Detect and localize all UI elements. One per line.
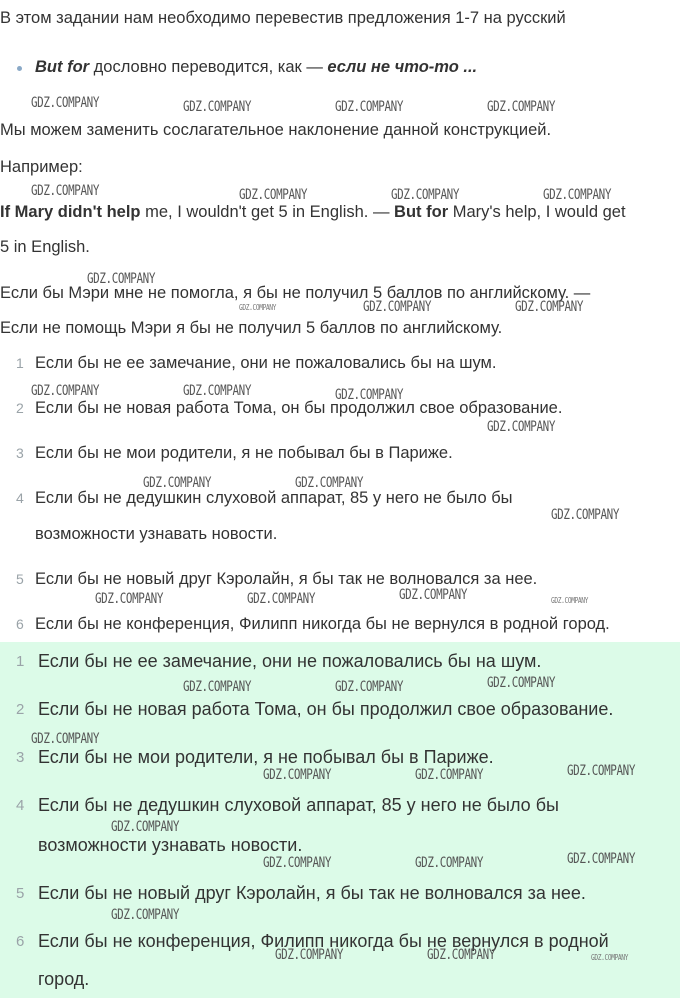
watermark: GDZ.COMPANY — [399, 587, 468, 603]
answer-item: Если бы не новый друг Кэролайн, я бы так не волновался за нее. — [38, 883, 586, 903]
watermark: GDZ.COMPANY — [427, 947, 496, 963]
example-en-p4: Mary's help, I would get — [448, 203, 626, 221]
watermark: GDZ.COMPANY — [247, 591, 316, 607]
watermark: GDZ.COMPANY — [95, 591, 164, 607]
watermark: GDZ.COMPANY — [391, 187, 460, 203]
list-number: 5 — [16, 571, 24, 587]
watermark: GDZ.COMPANY — [487, 419, 556, 435]
watermark: GDZ.COMPANY — [183, 679, 252, 695]
example-en-p3: But for — [394, 203, 449, 221]
bullet-term: But for — [35, 58, 90, 76]
bullet-dot — [17, 66, 22, 71]
answer-item-cont: возможности узнавать новости. — [38, 835, 303, 855]
answer-block — [0, 642, 680, 998]
watermark: GDZ.COMPANY — [487, 675, 556, 691]
answer-item: Если бы не ее замечание, они не пожаловались бы на шум. — [38, 651, 542, 671]
watermark: GDZ.COMPANY — [111, 907, 180, 923]
watermark: GDZ.COMPANY — [415, 767, 484, 783]
intro-text: В этом задании нам необходимо перевестив предложения 1-7 на русский — [0, 9, 566, 27]
watermark: GDZ.COMPANY — [335, 99, 404, 115]
answer-item: Если бы не конференция, Филипп никогда бы не вернулся в родной — [38, 931, 609, 951]
watermark-small: GDZ.COMPANY — [551, 596, 589, 605]
list-number: 2 — [16, 400, 24, 416]
answer-number: 3 — [16, 749, 25, 766]
list-item: Если бы не конференция, Филипп никогда бы не вернулся в родной город. — [35, 615, 610, 633]
watermark: GDZ.COMPANY — [31, 95, 100, 111]
answer-number: 5 — [16, 885, 25, 902]
example-label: Например: — [0, 158, 83, 176]
watermark: GDZ.COMPANY — [143, 475, 212, 491]
list-number: 1 — [16, 355, 24, 371]
answer-item: Если бы не новая работа Тома, он бы продолжил свое образование. — [38, 699, 614, 719]
answer-item-cont: город. — [38, 969, 90, 989]
watermark: GDZ.COMPANY — [415, 855, 484, 871]
list-number: 4 — [16, 490, 24, 506]
watermark: GDZ.COMPANY — [87, 271, 156, 287]
list-item: Если бы не новая работа Тома, он бы продолжил свое образование. — [35, 399, 563, 417]
watermark: GDZ.COMPANY — [275, 947, 344, 963]
watermark: GDZ.COMPANY — [31, 731, 100, 747]
watermark: GDZ.COMPANY — [111, 819, 180, 835]
watermark: GDZ.COMPANY — [567, 851, 636, 867]
list-item: Если бы не дедушкин слуховой аппарат, 85 у него не было бы — [35, 489, 513, 507]
example-en-p1: If Mary didn't help — [0, 203, 141, 221]
watermark: GDZ.COMPANY — [31, 383, 100, 399]
answer-number: 1 — [16, 653, 25, 670]
watermark: GDZ.COMPANY — [487, 99, 556, 115]
list-number: 6 — [16, 616, 24, 632]
watermark: GDZ.COMPANY — [295, 475, 364, 491]
answer-number: 4 — [16, 797, 25, 814]
watermark: GDZ.COMPANY — [363, 299, 432, 315]
example-en-p2: me, I wouldn't get 5 in English. — — [140, 203, 395, 221]
list-item-cont: возможности узнавать новости. — [35, 525, 278, 543]
bullet-translation: если не что-то ... — [327, 58, 478, 76]
watermark: GDZ.COMPANY — [335, 387, 404, 403]
watermark-small: GDZ.COMPANY — [591, 953, 629, 962]
example-en-cont: 5 in English. — [0, 238, 90, 256]
answer-number: 2 — [16, 701, 25, 718]
bullet-line — [35, 57, 477, 77]
watermark-small: GDZ.COMPANY — [239, 303, 277, 312]
answer-number: 6 — [16, 933, 25, 950]
watermark: GDZ.COMPANY — [567, 763, 636, 779]
list-item: Если бы не ее замечание, они не пожаловались бы на шум. — [35, 354, 497, 372]
watermark: GDZ.COMPANY — [239, 187, 308, 203]
bullet-middle: дословно переводится, как — — [89, 58, 328, 76]
answer-item: Если бы не мои родители, я не побывал бы в Париже. — [38, 747, 494, 767]
list-number: 3 — [16, 445, 24, 461]
watermark: GDZ.COMPANY — [515, 299, 584, 315]
watermark: GDZ.COMPANY — [263, 855, 332, 871]
list-item: Если бы не новый друг Кэролайн, я бы так не волновался за нее. — [35, 570, 538, 588]
explain-text: Мы можем заменить сослагательное наклонение данной конструкцией. — [0, 121, 552, 139]
watermark: GDZ.COMPANY — [183, 99, 252, 115]
example-ru-1: Если бы Мэри мне не помогла, я бы не получил 5 баллов по английскому. — — [0, 284, 591, 302]
answer-item: Если бы не дедушкин слуховой аппарат, 85 у него не было бы — [38, 795, 559, 815]
list-item: Если бы не мои родители, я не побывал бы в Париже. — [35, 444, 453, 462]
watermark: GDZ.COMPANY — [31, 183, 100, 199]
example-en — [0, 202, 626, 222]
example-ru-2: Если не помощь Мэри я бы не получил 5 баллов по английскому. — [0, 319, 503, 337]
watermark: GDZ.COMPANY — [551, 507, 620, 523]
watermark: GDZ.COMPANY — [543, 187, 612, 203]
watermark: GDZ.COMPANY — [183, 383, 252, 399]
watermark: GDZ.COMPANY — [335, 679, 404, 695]
watermark: GDZ.COMPANY — [263, 767, 332, 783]
